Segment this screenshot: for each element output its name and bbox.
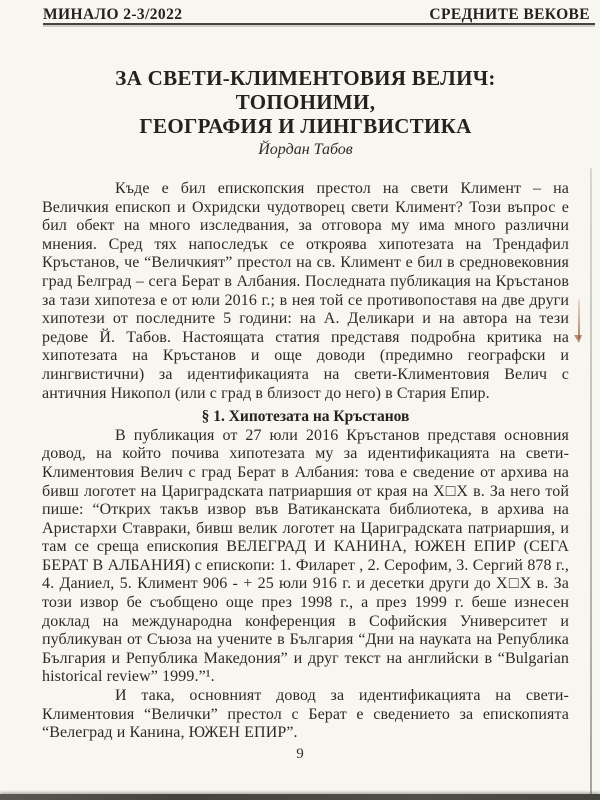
- article-title-line-3: ГЕОГРАФИЯ И ЛИНГВИСТИКА: [139, 114, 472, 138]
- header-rule: [43, 23, 595, 25]
- section-1-heading: § 1. Хипотезата на Кръстанов: [201, 408, 410, 426]
- page-number: 9: [296, 746, 304, 762]
- journal-section-title: СРЕДНИТЕ ВЕКОВЕ: [429, 6, 590, 23]
- scan-artifact-bottom-edge: [0, 794, 600, 800]
- paragraph-section1-main: В публикация от 27 юли 2016 Кръстанов представя основния довод, на който почива хипотезата му за идентификацията на свети-Климентовия Велич с град Берат в Албания: това е сведение от архива на бивш логотет на Цариградската патриаршия от края на Х□Х в. За него той пише: “Открих такъв извор във Ватиканската библиотека, в архива на Аристархи Ставраки, бивш велик логотет на Цариградската патриаршия, и там се среща епископия ВЕЛЕГРАД И КАНИНА, ЮЖЕН ЕПИР (СЕГА БЕРАТ В АЛБАНИЯ) с епископи: 1. Филарет , 2. Серофим, 3. Сергий 878 г., 4. Даниел, 5. Климент 906 - + 25 юли 916 г. и десетки други до Х□Х в. За този извор бе съобщено още през 1998 г., а през 1999 г. беше изнесен доклад на международна конференция в Софийския Университет и публикуван от Съюза на учените в България “Дни на науката на Република България и Република Македония” и друг текст на английски в “Bulgarian historical review” 1999.”¹.: [42, 426, 569, 686]
- paragraph-intro: Къде е бил епископския престол на свети Климент – на Величкия епископ и Охридски чудотворец свети Климент? Този въпрос е бил обект на много изследвания, за отговора му има много различни мнения. Сред тях напоследък се откроява хипотезата на Трендафил Кръстанов, че “Величкият” престол на св. Климент е бил в средновековния град Белград – сега Берат в Албания. Последната публикация на Кръстанов за тази хипотеза е от юли 2016 г.; в нея той се противопоставя на две други хипотези от последните 5 години: на А. Деликари и на автора на тези редове Й. Табов. Настоящата статия представя подробна критика на хипотезата на Кръстанов и още доводи (предимно географски и лингвистични) за идентификацията на свети-Климентовия Велич с античния Никопол (или с град в близост до него) в Стария Епир.: [42, 180, 569, 402]
- article-title-line-2: ТОПОНИМИ,: [235, 90, 376, 114]
- article-title: [42, 66, 569, 138]
- paragraph-section1-conclusion: И така, основният довод за идентификацията на свети-Климентовия “Велички” престол с Берат е сведението за епископията “Велеград и Канина, ЮЖЕН ЕПИР”.: [42, 687, 569, 742]
- journal-title: МИНАЛО 2-3/2022: [43, 6, 183, 23]
- article-author: Йордан Табов: [258, 141, 353, 158]
- running-header: [43, 6, 590, 24]
- article-title-line-1: ЗА СВЕТИ-КЛИМЕНТОВИЯ ВЕЛИЧ:: [115, 66, 496, 90]
- article-body: [42, 66, 569, 743]
- scan-artifact-speck: [578, 299, 580, 339]
- scan-artifact-right-edge: [590, 168, 592, 800]
